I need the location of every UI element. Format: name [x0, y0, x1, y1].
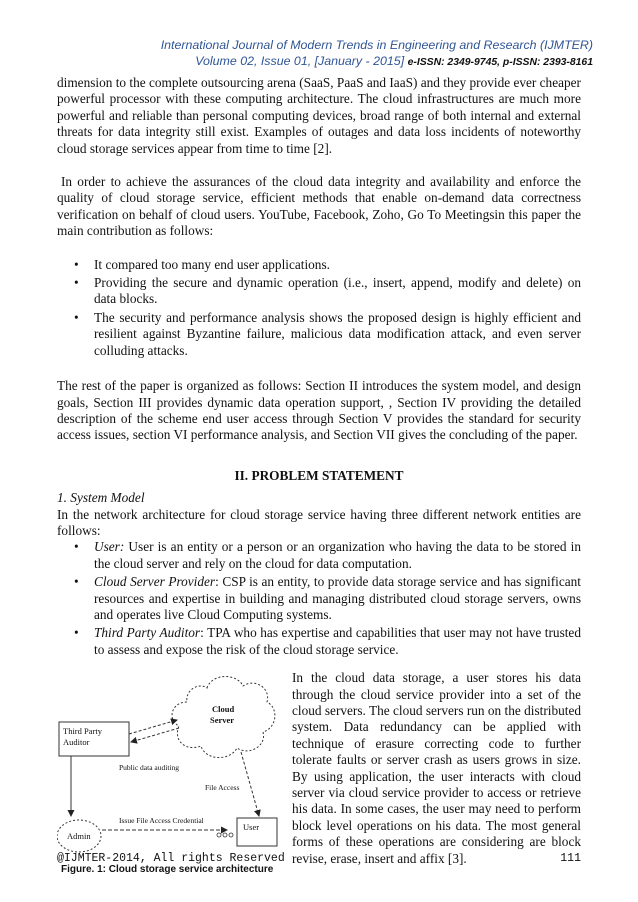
paragraph-cloud-storage: In the cloud data storage, a user stores his data through the cloud service provider into a set of the cloud servers. The cloud servers run on the distributed system. Data redundancy can be applied with technique of erasure correcting code to further tolerate faults or server crash as users grows in size. By using application, the user interacts with cloud server via cloud service provider to access or retrieve his data. In some cases, the user may need to perform block level operations on his data. The most general forms of these operations are considering are block revise, erase, insert and affix [3].	[292, 670, 581, 866]
entity-term: Third Party Auditor	[94, 625, 201, 641]
journal-issn: e-ISSN: 2349-9745, p-ISSN: 2393-8161	[407, 56, 593, 68]
paragraph-intro-continued: dimension to the complete outsourcing arena (SaaS, PaaS and IaaS) and they provide ever cheaper powerful processor with these computing architecture. The cloud infrastructures are much more powerful and reliable than personal computing devices, broad range of both internal and external threats for data integrity still exist. Examples of outages and data loss incidents of noteworthy cloud storage services appear from time to time [2].	[57, 75, 581, 156]
list-item	[74, 539, 581, 572]
paper-body	[57, 75, 581, 879]
public-auditing-label: Public data auditing	[119, 763, 179, 773]
journal-volume: Volume 02, Issue 01, [January - 2015]	[195, 53, 405, 68]
entity-desc: User is an entity or a person or an organization who having the data to be stored in the cloud server and rely on the cloud for data computation.	[94, 539, 581, 571]
journal-header	[161, 38, 593, 70]
arrow-tpa-cloud	[129, 720, 177, 734]
list-item: • The security and performance analysis shows the proposed design is highly efficient and resilient against Byzantine failure, malicious data modification attack, and even server colluding attacks.	[74, 310, 581, 359]
figure-architecture	[57, 670, 280, 878]
contribution-list	[74, 257, 581, 359]
list-item	[74, 625, 581, 658]
page-number: 111	[560, 852, 581, 865]
file-access-label: File Access	[205, 783, 240, 793]
issue-credential-label: Issue File Access Credential	[119, 816, 204, 826]
entity-desc: : TPA who has expertise and capabilities that user may not have trusted to assess and expose the risk of the cloud storage service.	[94, 625, 581, 657]
architecture-diagram	[57, 670, 280, 860]
entity-term: Cloud Server Provider	[94, 574, 216, 590]
footer-copyright: @IJMTER-2014, All rights Reserved	[57, 852, 285, 865]
tpa-label-2: Auditor	[63, 737, 90, 748]
paragraph-organization: The rest of the paper is organized as follows: Section II introduces the system model, and design goals, Section III provides dynamic data operation support, , Section IV providing the detailed description of the scheme end user access through Section V provides the standard for security access issues, section VI performance analysis, and Section VII gives the concluding of the paper.	[57, 378, 581, 443]
tpa-label-1: Third Party	[63, 726, 102, 737]
section-title: II. PROBLEM STATEMENT	[234, 467, 404, 483]
list-item: • It compared too many end user applications.	[74, 257, 581, 273]
journal-title: International Journal of Modern Trends in Engineering and Research (IJMTER)	[160, 38, 593, 52]
figure-row	[57, 670, 581, 878]
entity-desc: : CSP is an entity, to provide data storage service and has significant resources and expertise in building and managing distributed cloud storage servers, owns and operates live Cloud Computing systems.	[94, 574, 582, 622]
cloud-label-1: Cloud	[212, 704, 235, 715]
entity-list	[74, 539, 581, 658]
cloud-label-2: Server	[210, 715, 235, 726]
subsection-title: 1. System Model	[57, 490, 145, 506]
admin-label: Admin	[67, 831, 91, 842]
user-label: User	[243, 822, 260, 833]
paragraph-contribution-intro: In order to achieve the assurances of the cloud data integrity and availability and enforce the quality of cloud storage service, efficient methods that enable on-demand data correctness verification on behalf of cloud users. YouTube, Facebook, Zoho, Go To Meetingsin this paper the main contribution as follows:	[57, 174, 581, 239]
arrow-cloud-user	[241, 752, 259, 816]
page-footer	[57, 852, 581, 865]
list-item: • Providing the secure and dynamic operation (i.e., insert, append, modify and delete) on data blocks.	[74, 275, 581, 308]
figure-caption: Figure. 1: Cloud storage service architecture	[61, 864, 274, 876]
journal-volume-line	[161, 54, 593, 71]
paragraph-network-architecture: In the network architecture for cloud storage service having three different network entities are follows:	[57, 506, 581, 538]
entity-term: User:	[94, 539, 125, 555]
list-item	[74, 574, 581, 623]
arrow-cloud-tpa	[131, 728, 179, 742]
